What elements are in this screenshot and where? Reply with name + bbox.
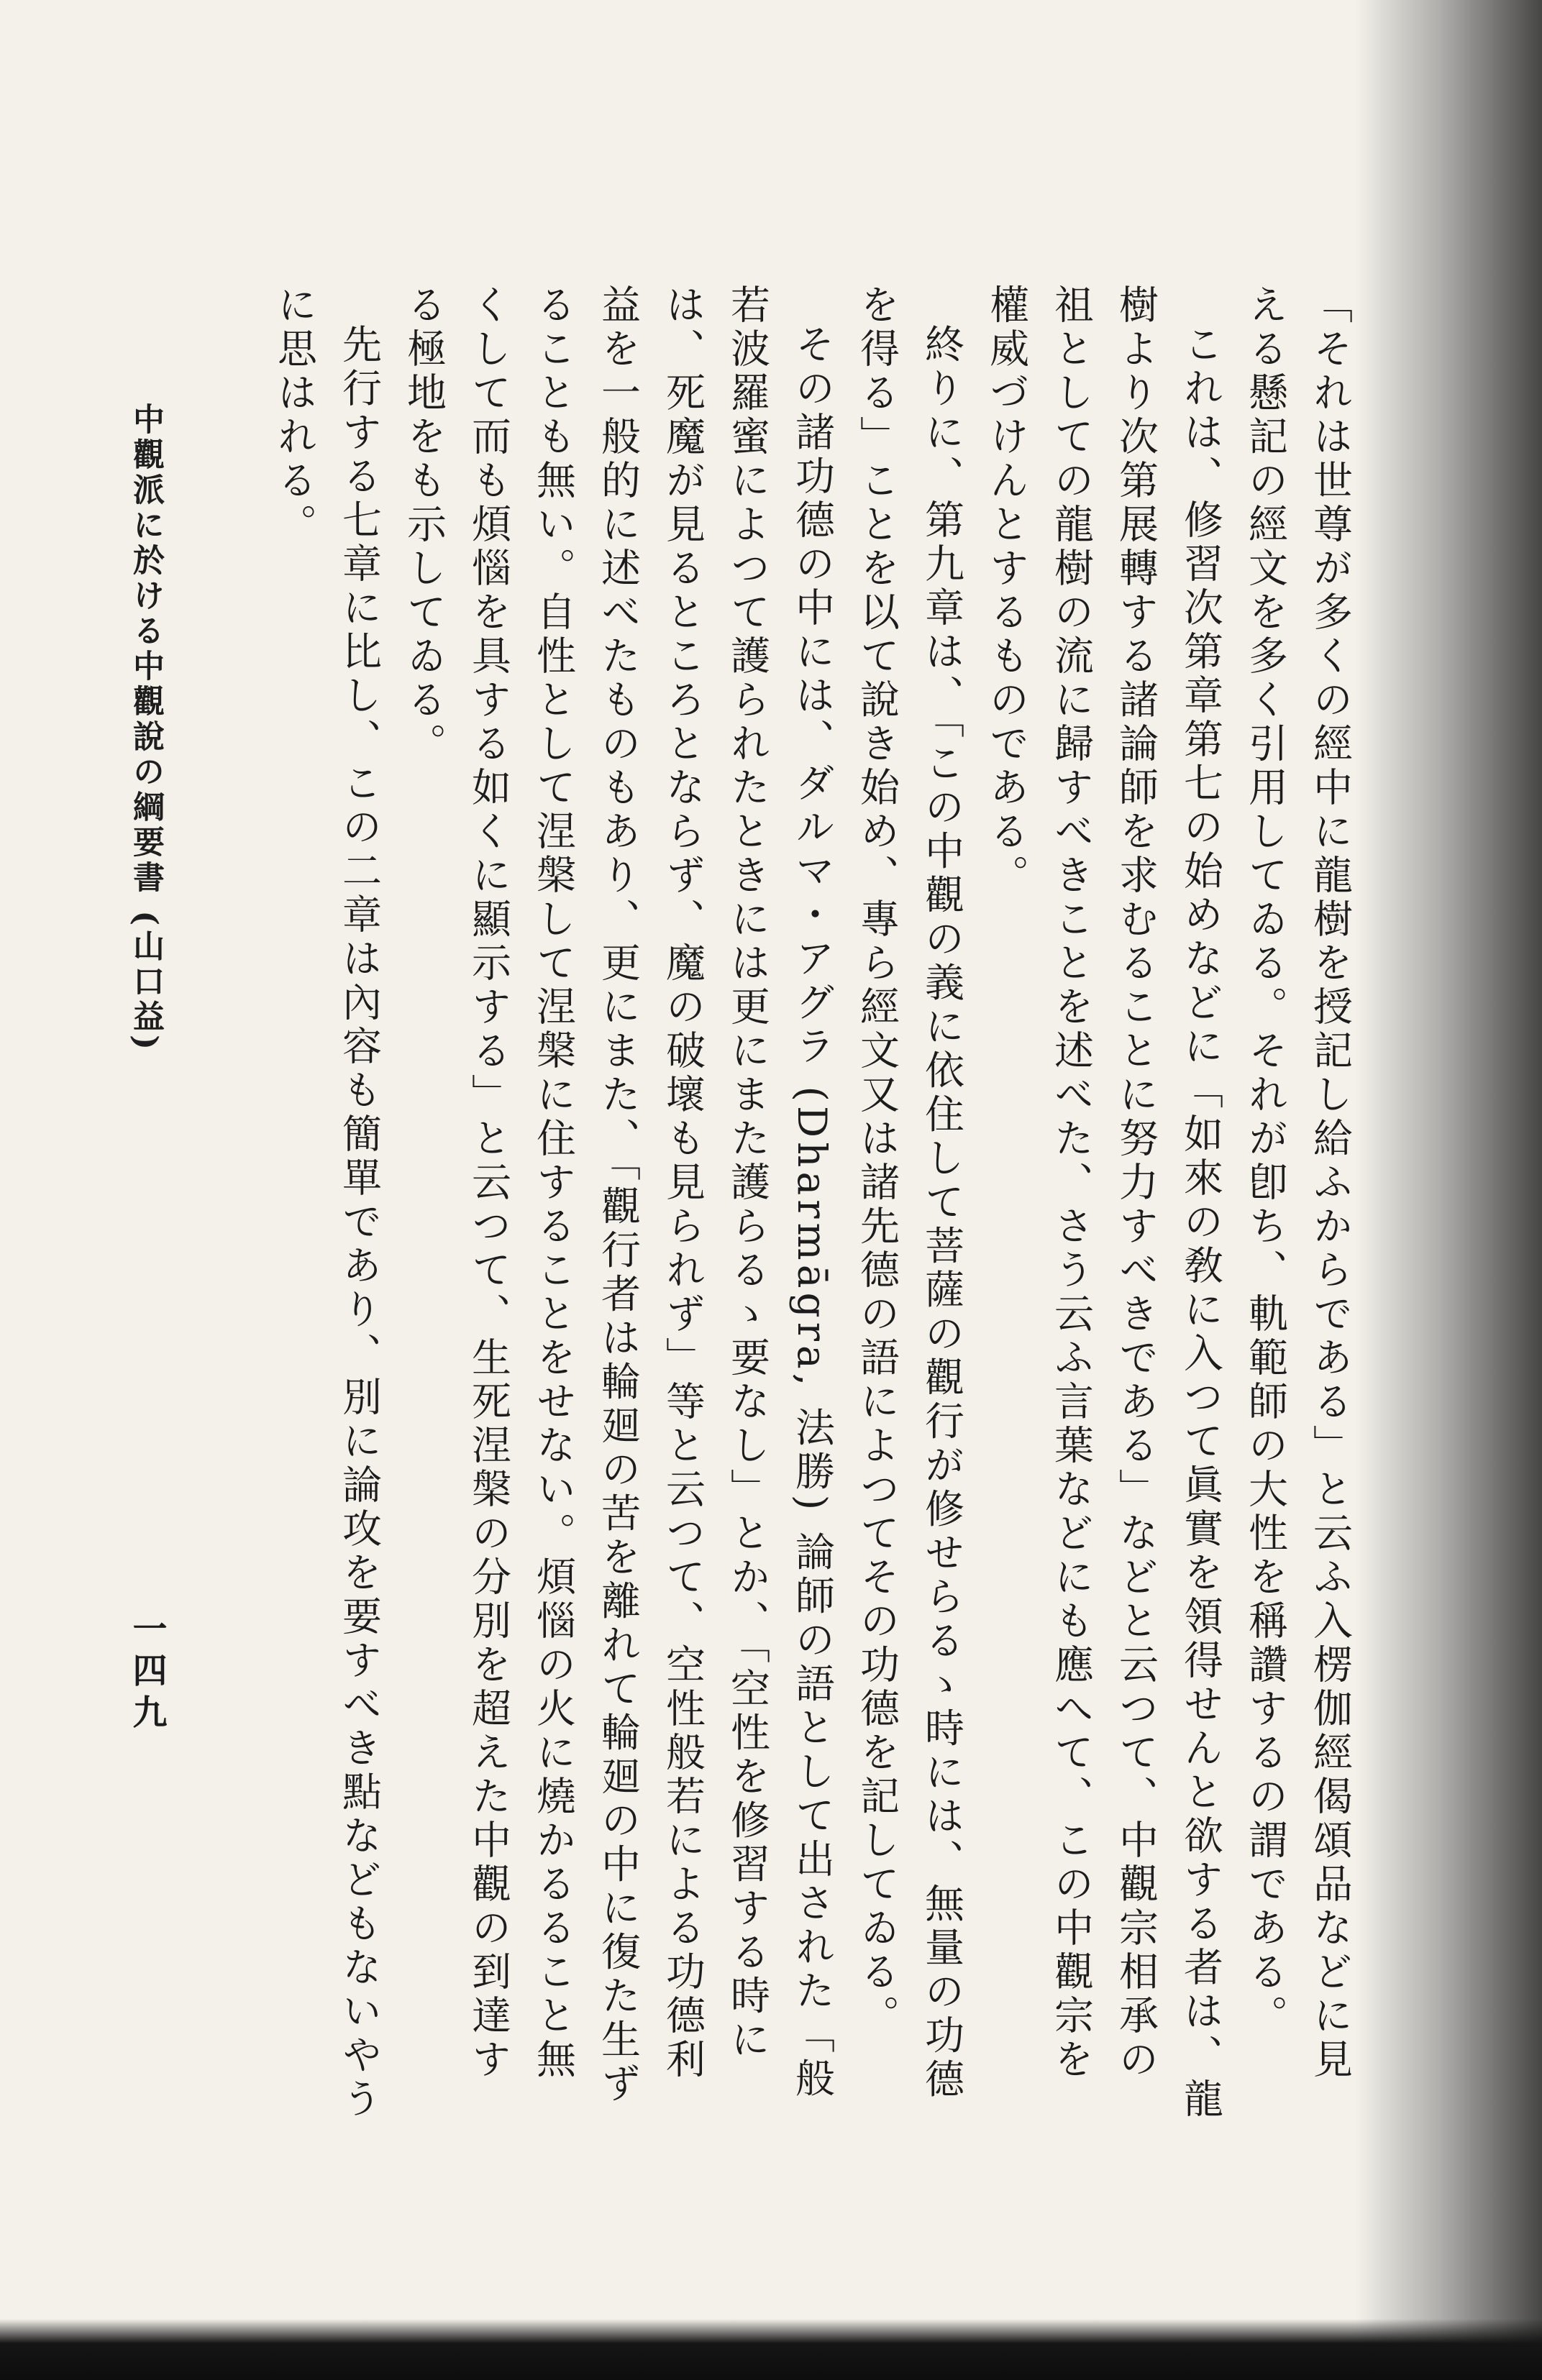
paragraph: これは、修習次第章第七の始めなどに「如來の敎に入つて眞實を領得せんと欲する者は、龍樹より次第展轉する諸論師を求むることに努力すべきである」などと云つて、中觀宗相承の祖としての龍樹の流に歸すべきことを述べた、さう云ふ言葉などにも應へて、この中觀宗を權威づけんとするものである。	[983, 284, 1223, 2122]
paragraph: 「それは世尊が多くの經中に龍樹を授記し給ふからである」と云ふ入楞伽經偈頌品などに見える懸記の經文を多く引用してゐる。それが卽ち、軌範師の大性を稱讚するの謂である。	[1242, 284, 1353, 2082]
page-bottom-edge	[0, 2319, 1542, 2380]
paragraph: 先行する七章に比し、この二章は內容も簡單であり、別に論攻を要すべき點などもないやうに思はれる。	[271, 284, 382, 2122]
scan-shadow	[1355, 0, 1542, 2380]
paragraph: その諸功德の中には、ダルマ・アグラ (Dharmāgra, 法勝) 論師の語として出された「般若波羅蜜によつて護られたときには更にまた護らるゝ要なし」とか、「空性を修習する時には、死魔が見るところとならず、魔の破壞も見られず」等と云つて、空性般若による功德利益を一般的に述べたものもあり、更にまた、「觀行者は輪廻の苦を離れて輪廻の中に復た生ずることも無い。自性として涅槃して涅槃に住することをせない。煩惱の火に燒かるること無くして而も煩惱を具する如くに顯示する」と云つて、生死涅槃の分別を超えた中觀の到達する極地をも示してゐる。	[401, 284, 835, 2107]
body-text	[125, 284, 1362, 2125]
running-header: 中觀派に於ける中觀說の綱要書 (山口益)	[127, 403, 164, 1053]
page-number: 一四九	[127, 1611, 167, 1736]
paragraph: 終りに、第九章は、「この中觀の義に依住して菩薩の觀行が修せらるゝ時には、無量の功德を得る」ことを以て說き始め、專ら經文又は諸先德の語によつてその功德を記してゐる。	[854, 284, 964, 2102]
